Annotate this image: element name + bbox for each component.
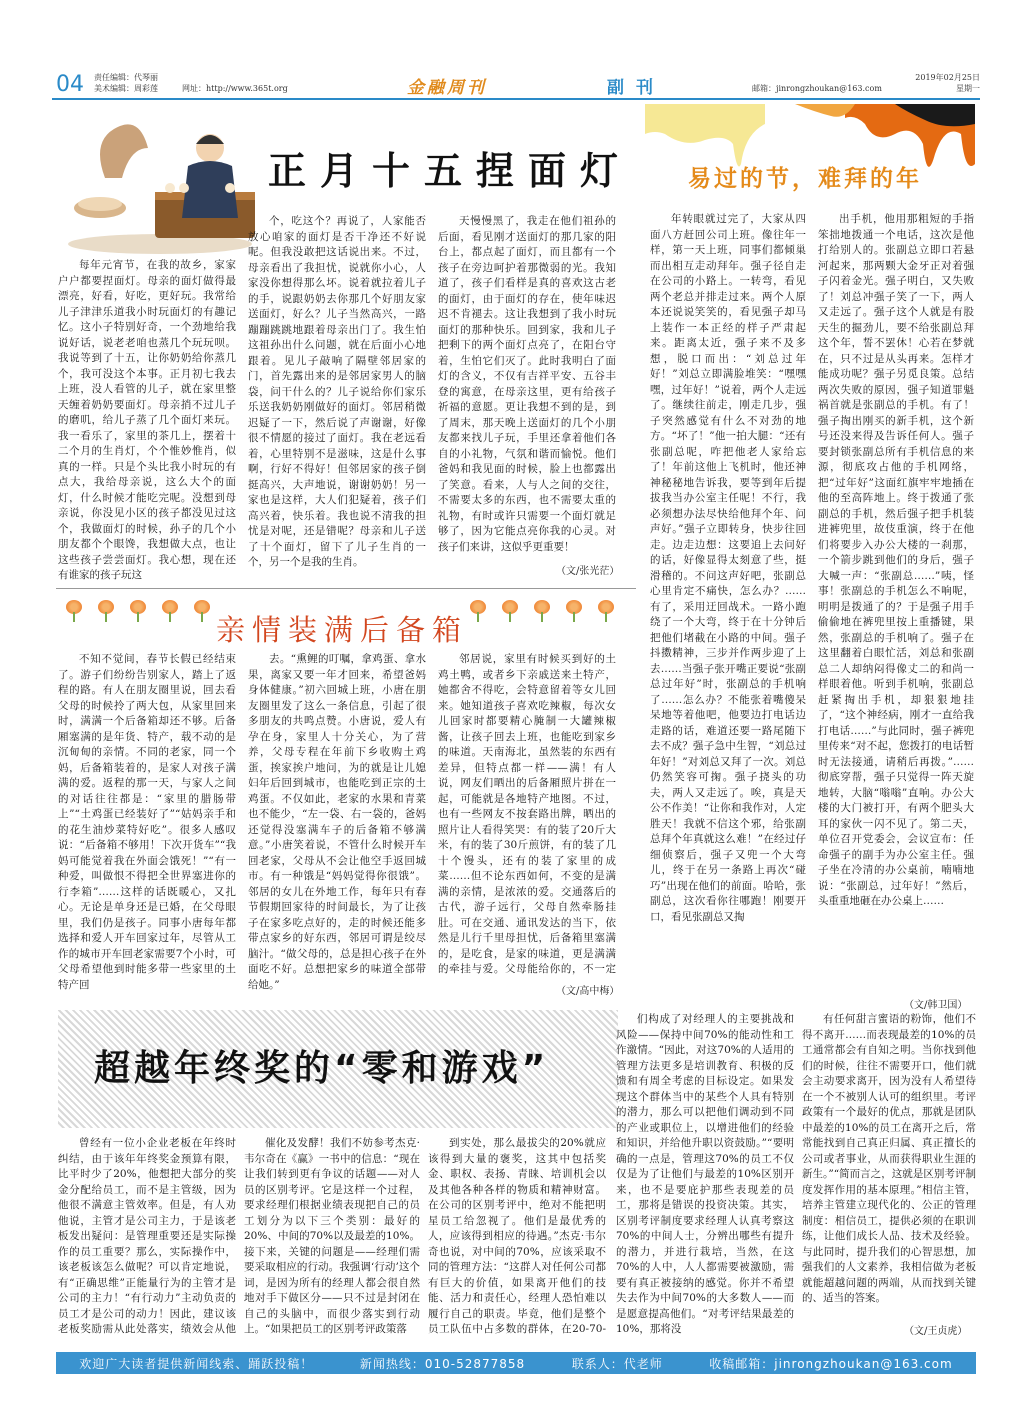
footer-welcome: 欢迎广大读者提供新闻线索、踊跃投稿！ [79, 1356, 314, 1371]
article1-text-3: 天慢慢黑了，我走在他们祖孙的后面，看见刚才送面灯的那几家的阳台上，都点起了面灯，而且都有一个孩子在旁边呵护着那微弱的光。我知道了，孩子们看样是真的喜欢这古老的面灯，由于面灯的存在，使年味迟迟不肯褪去。这让我想到了我小时玩面灯的那种快乐。回到家，我和儿子把剩下的两个面灯点亮了，在阳台守着，生怕它们灭了。此时我明白了面灯的含义，不仅有吉祥平安、五谷丰登的寓意，在母亲这里，更有给孩子祈福的意愿。更让我想不到的是，到了周末，那天晚上送面灯的几个小朋友都来找儿子玩，手里还拿着他们各自的小礼物，气氛和谐而愉悦。他们爸妈和我见面的时候，脸上也都露出了笑意。看来，人与人之间的交往，不需要太多的东西，也不需要太重的礼物，有时或许只需要一个面灯就足够了，因为它能点亮你我的心灵。对孩子们来讲，这似乎更重要！ [438, 215, 616, 553]
flower-icon [188, 600, 216, 622]
article3-text-2: 出手机，他用那粗短的手指笨拙地拨通一个电话，这次是他打给别人的。张副总立即口若悬河起来，那两颗大金牙正对着强子闪着金光。强子明白，又失败了！刘总冲强子笑了一下，两人又走远了。强子这个人就是有股天生的掘劲儿，要不给张副总拜这个年，誓不罢休！心若在梦就在，只不过是从头再来。怎样才能成功呢？强子另觅良策。总结两次失败的原因，强子知道罪魁祸首就是张副总的手机。有了！强子掏出刚买的新手机，这个新号还没来得及告诉任何人。强子要封锁张副总所有手机信息的来源，彻底攻占他的手机网络，把“过年好”这面红旗牢牢地插在他的至高阵地上。终于拨通了张副总的手机，然后强子把手机装进裤兜里，故伎重演，终于在他们将要步入办公大楼的一刹那，一个箭步跳到他们的身后，强子大喊一声：“张副总……”咦，怪事！张副总的手机怎么不响呢，明明是拨通了的？于是强子用手偷偷地在裤兜里按上重播键，果然，张副总的手机响了。强子在这里翻着白眼忙活，刘总和张副总二人却纳闷得像丈二的和尚一样眼着他。听到手机响，张副总赶紧掏出手机，却狠狠地挂了，“这个神经病，刚才一直给我打电话……”与此同时，强子裤兜里传来“对不起，您拨打的电话暂时无法接通，请稍后再拨。”……彻底穿帮，强子只觉得一阵天旋地转，大脑“嗡嗡”直响。办公大楼的大门被打开，有两个肥头大耳的家伙一闪不见了。第二天，单位召开党委会，会议宣布：任命强子的副手为办公室主任。强子坐在冷清的办公桌前，喃喃地说：“张副总，过年好！”然后，头重重地砸在办公桌上…… [818, 213, 974, 907]
article4-column-4 [616, 1012, 794, 1338]
flower-decoration-left [60, 600, 216, 622]
footer-hotline: 新闻热线：010-52877858 [359, 1356, 526, 1371]
flower-icon [560, 600, 588, 622]
article4-text-5: 有任何甜言蜜语的粉饰，他们不得不离开……而表现最差的10%的员工通常都会有自知之明。当你找到他们的时候，往往不需要开口，他们就会主动要求离开，因为没有人希望待在一个不被别人认可的组织里。考评政策有一个最好的优点，那就是团队中最差的10%的员工在离开之后，常常能找到自己真正归属、真正擅长的公司或者事业，从而获得职业生涯的新生。”“简而言之，这就是区别考评制度发挥作用的基本原理。”相信主管，培养主管建立现代化的、公正的管理制度：相信员工，提供必须的在职训练，让他们成长人品、技术及经验。与此同时，提升我们的心智思想，加强我们的人文素养，我相信做为老板就能超越问题的两端，从而找到关键的、适当的答案。 [802, 1013, 976, 1304]
article3-column-1 [650, 212, 806, 1014]
flower-decoration-right [464, 600, 620, 622]
flower-icon [592, 600, 620, 622]
article1-text-2: 个，吃这个？再说了，人家能否放心咱家的面灯是否干净还不好说呢。但我没敢把这话说出来。不过，母亲看出了我担忧，说就你小心，人家没你想得那么坏。说着就拉着儿子的手，说跟奶奶去你那几个好朋友家送面灯，好么？儿子当然高兴，一路蹦蹦跳跳地跟着母亲出门了。我生怕这祖孙出什么问题，就在后面小心地跟着。见儿子敲响了隔壁邻居家的门，首先露出来的是邻居家男人的脑袋，问干什么的？儿子说给你们家乐乐送我奶奶刚做好的面灯。邻居稍微迟疑了一下，然后说了声谢谢，好像很不情愿的接过了面灯。我在老远看着，心里特别不是滋味，这是什么事啊，行好不得好！但邻居家的孩子倒挺高兴，大声地说，谢谢奶奶！另一家也是这样，大人们犯疑着，孩子们高兴着，快乐着。我也说不清我的担忧是对呢，还是错呢？母亲和儿子送了十个面灯，留下了儿子生肖的一个，另一个是我的生肖。 [248, 215, 426, 568]
section-divider [56, 588, 636, 589]
article2-column-1 [58, 652, 236, 1000]
website-url: 网址：http://www.365t.org [182, 84, 288, 93]
header-rule [52, 98, 980, 100]
illustration-svg [60, 108, 260, 256]
flower-icon [60, 600, 88, 622]
article3-byline: （文/韩卫国） [904, 1000, 968, 1011]
brand-title: 金融周刊 [407, 78, 487, 98]
article2-text-2: 去。“熏鲤的叮嘱，拿鸡蛋、拿水果，离家又要一年才回来，希望爸妈身体健康。”初六回城上班，小唐在朋友圈里发了这么一条信息，引起了很多朋友的共鸣点赞。小唐说，爱人有孕在身，家里人十分关心，为了营养，父母专程在年前下乡收购土鸡蛋，挨家挨户地问，为的就是让儿媳妇年后回到城市，也能吃到正宗的土鸡蛋。不仅如此，老家的水果和青菜也不能少，“左一袋、右一袋的，爸妈还觉得没塞满车子的后备箱不够满意。”小唐笑着说，不管什么时候开车回老家，父母从不会让他空手返回城市。有一种饿是“妈妈觉得你很饿”。邻居的女儿在外地工作，每年只有春节假期回家待的时间最长，为了让孩子在家多吃点好的，走的时候还能多带点家乡的好东西，邻居可谓是绞尽脑汁。“做父母的，总是担心孩子在外面吃不好。总想把家乡的味道全部带给她。” [248, 653, 426, 991]
editor-credits [94, 72, 158, 94]
article2-byline: （文/高中梅） [556, 986, 620, 997]
article3-column-2 [818, 212, 974, 988]
page-header [52, 70, 980, 100]
flower-icon [464, 600, 492, 622]
article1-text-1: 每年元宵节，在我的故乡，家家户户都要捏面灯。母亲的面灯做得最漂亮，好看，好吃，更好玩。我常给儿子津津乐道我小时玩面灯的有趣记忆。这小子特别好奇，一个劲地给我说好话，说老老咱也蒸几个玩玩呗。我说等到了十五，让你奶奶给你蒸几个，我可没这个本事。正月初七我去上班，没人看管的儿子，就在家里整天缠着奶奶要面灯。母亲捎不过儿子的磨叽，给儿子蒸了几个面灯来玩。我一看乐了，家里的茶几上，摆着十二个月的生肖灯，个个惟妙惟肖，似真的一样。只是个头比我小时玩的有点大，我给母亲说，这么大个的面灯，什么时候才能吃完呢。没想到母亲说，你没见小区的孩子都没见过这个，我做面灯的时候，孙子的几个小朋友都个个眼馋，我想做大点，也让这些孩子尝尝面灯。我心想，现在还有谁家的孩子玩这 [58, 259, 236, 580]
flower-icon [92, 600, 120, 622]
article4-text-1: 曾经有一位小企业老板在年终时纠结，由于该年年终奖金预算有限，比平时少了20%，他想把大部分的奖金分配给员工，而不是主管级，因为他很不满意主管效率。但是，有人劝他说，主管才是公司主力，于是该老板发出疑问：是管理重要还是实际操作的员工重要？那么，实际操作中，该老板该怎么做呢？可以肯定地说，有“正确思维”正能量行为的主管才是公司的主力！“有行动力”主动负责的员工才是公司的动力！因此，建议该老板奖励需从此处落实，绩效会从他 [58, 1137, 236, 1335]
page-footer [56, 1352, 976, 1374]
art-editor-line: 美术编辑：周彩莲 [94, 84, 158, 93]
footer-mail: 收稿邮箱：jinrongzhoukan@163.com [709, 1356, 953, 1371]
section-title: 副刊 [607, 78, 665, 98]
article4-text-4: 们构成了对经理人的主要挑战和风险——保持中间70%的能动性和工作激情。“因此，对这70%的人适用的管理方法更多是培训教育、积极的反馈和有周全考虑的目标设定。如果发现这个群体当中的某些个人具有特别的潜力，那么可以把他们调动到不同的产业或职位上，以增进他们的经验和知识，并给他升职以资鼓励。”“要明确的一点是，管理这70%的员工不仅仅是为了让他们与最差的10%区别开来，也不是要庇护那些表现差的员工，那将是错误的投资决策。其实，区别考评制度要求经理人认真考察这70%的中间人士，分辨出哪些有提升的潜力，并进行栽培，当然，在这70%的人中，人人都需要被激励，需要有真正被接纳的感觉。你并不希望失去作为中间70%的大多数人——而是愿意提高他们。“对考评结果最差的10%，那将没 [616, 1013, 794, 1335]
article4-column-2 [244, 1136, 420, 1336]
article4-title: 超越年终奖的“零和游戏” [94, 1048, 550, 1089]
article4-text-3: 到实处，那么最拔尖的20%就应该得到大量的褒奖，这其中包括奖金、职权、表扬、青睐、培训机会以及其他各种各样的物质和精神财富。在公司的区别考评中，绝对不能把明星员工给忽视了。他们是最优秀的人，应该得到相应的待遇。”杰克·韦尔奇也说，对中间的70%，应该采取不同的管理方法：“这群人对任何公司都有巨大的价值，如果离开他们的技能、活力和责任心，经理人恐怕难以履行自己的职责。毕竟，他们是整个员工队伍中占多数的群体，在20-70- [428, 1137, 606, 1335]
article1-byline: （文/张光茫） [556, 566, 620, 577]
article1-column-2 [248, 214, 426, 580]
article3-text-1: 年转眼就过完了，大家从四面八方赶回公司上班。像往年一样，第一天上班，同事们都倾巢而出相互走动拜年。强子径自走在公司的小路上。一转弯，看见两个老总并排走过来。两个人原本还说说笑笑的，看见强子却马上装作一本正经的样子严肃起来。距离太近，强子来不及多想，脱口而出：“刘总过年好！”刘总立即满脸堆笑：“嘿嘿嘿，过年好！”说着，两个人走远了。继续往前走，刚走几步，强子突然感觉有什么不对劲的地方。“坏了！”他一拍大腿：“还有张副总呢，咋把他老人家给忘了！年前这他上飞机时，他还神神秘秘地告诉我，要等到年后提拔我当办公室主任呢！不行，我必须想办法尽快给他拜个年、问声好。”强子立即转身，快步往回走。边走边想：这要追上去问好的话，好像显得太刻意了些，挺滑稽的。不问这声好吧，张副总心里肯定不痛快，怎么办？……有了，采用迂回战术。一路小跑绕了一个大弯，终于在十分钟后把他们堵截在小路的中间。强子抖擞精神，三步并作两步迎了上去……当强子张开嘴正要说“张副总过年好”时，张副总的手机响了……怎么办？不能张着嘴傻呆呆地等着他吧，他要边打电话边走路的话，难道还要一路尾随下去不成？强子急中生智，“刘总过年好！”对刘总又拜了一次。刘总仍然笑容可掬。强子挠头的功夫，两人又走远了。唉，真是天公不作美！“让你和我作对，人定胜天！我就不信这个邪，给张副总拜个年真就这么难！”在经过仔细侦察后，强子又兜一个大弯儿，终于在另一条路上再次“碰巧”出现在他们的前面。哈哈，张副总，这次看你往哪跑！刚要开口，看见张副总又掏 [650, 213, 806, 923]
article2-title: 亲情装满后备箱 [216, 613, 469, 647]
flower-icon [496, 600, 524, 622]
editor-line: 责任编辑：代琴丽 [94, 73, 158, 82]
article2-text-1: 不知不觉间，春节长假已经结束了。游子们纷纷告别家人，踏上了返程的路。有人在朋友圈里说，回去看父母的时候拎了两大包，从家里回来时，满满一个后备箱却还不够。后备厢塞满的是年货、特产，载不动的是沉甸甸的亲情。不同的老家，同一个妈，后备箱装着的，是家人对孩子满满的爱。返程的那一天，与家人之间的对话往往都是：“家里的腊肠带上”“土鸡蛋已经装好了”“姑妈亲手和的花生油炒菜特好吃”。很多人感叹说：“后备箱不够用！下次开货车”“我妈可能觉着我在外面会饿死！”“有一种爱，叫做恨不得把全世界塞进你的行李箱”……这样的话既暖心，又扎心。无论是单身还是已婚，在父母眼里，我们仍是孩子。同事小唐每年都选择和爱人开车回家过年，尽管从工作的城市开车回老家需要7个小时，可父母希望他到时能多带一些家里的土特产回 [58, 653, 236, 991]
flower-icon [156, 600, 184, 622]
article2-column-3 [438, 652, 616, 978]
flower-icon [528, 600, 556, 622]
date-text: 2019年02月25日 [915, 73, 980, 82]
article3-title: 易过的节，难拜的年 [688, 166, 922, 192]
article2-text-3: 邻居说，家里有时候买到好的土鸡土鸭，或者乡下亲戚送来土特产，她都舍不得吃，会特意留着等女儿回来。她知道孩子喜欢吃辣椒，每次女儿回家时都要精心腌制一大罐辣椒酱，让孩子回去上班，也能吃到家乡的味道。天南海北，虽然装的东西有差异，但特点都一样——满！有人说，网友们晒出的后备厢照片拼在一起，可能就是各地特产地图。不过，也有一些网友不按套路出牌，晒出的照片让人看得笑哭：有的装了20斤大米，有的装了30斤煎饼，有的装了几十个馒头，还有的装了家里的成菜……但不论东西如何，不变的是满满的亲情，是浓浓的爱。交通落后的古代，游子远行，父母自然牵肠挂肚。可在交通、通讯发达的当下，依然是儿行千里母担忧，后备箱里塞满的，是吃食，是家的味道，更是满满的牵挂与爱。父母能给你的，不一定 [438, 653, 616, 975]
article4-column-3 [428, 1136, 606, 1336]
footer-contact: 联系人：代老师 [571, 1356, 663, 1371]
article4-column-5 [802, 1012, 976, 1312]
article4-column-1 [58, 1136, 236, 1336]
grandma-illustration [60, 108, 260, 256]
weekday-text: 星期一 [956, 84, 980, 93]
page-number: 04 [56, 72, 84, 97]
article1-column-1 [58, 258, 236, 580]
issue-date [915, 72, 980, 94]
flower-icon [124, 600, 152, 622]
email-address: 邮箱：jinrongzhoukan@163.com [752, 84, 882, 93]
article4-text-2: 催化及发酵！我们不妨参考杰克·韦尔奇在《赢》一书中的信息：“现在让我们转到更有争议的话题——对人员的区别考评。它是这样一个过程，要求经理们根据业绩表现把自己的员工划分为以下三个类别：最好的20%、中间的70%以及最差的10%。接下来，关键的问题是——经理们需要采取相应的行动。我强调‘行动’这个词，是因为所有的经理人都会很自然地对手下做区分——只不过是封闭在自己的头脑中，而很少落实到行动上。“如果把员工的区别考评政策落 [244, 1137, 420, 1335]
article1-title: 正月十五捏面灯 [268, 149, 633, 193]
article2-column-2 [248, 652, 426, 1000]
article4-byline: （文/王贞虎） [904, 1326, 968, 1337]
article1-column-3 [438, 214, 616, 558]
